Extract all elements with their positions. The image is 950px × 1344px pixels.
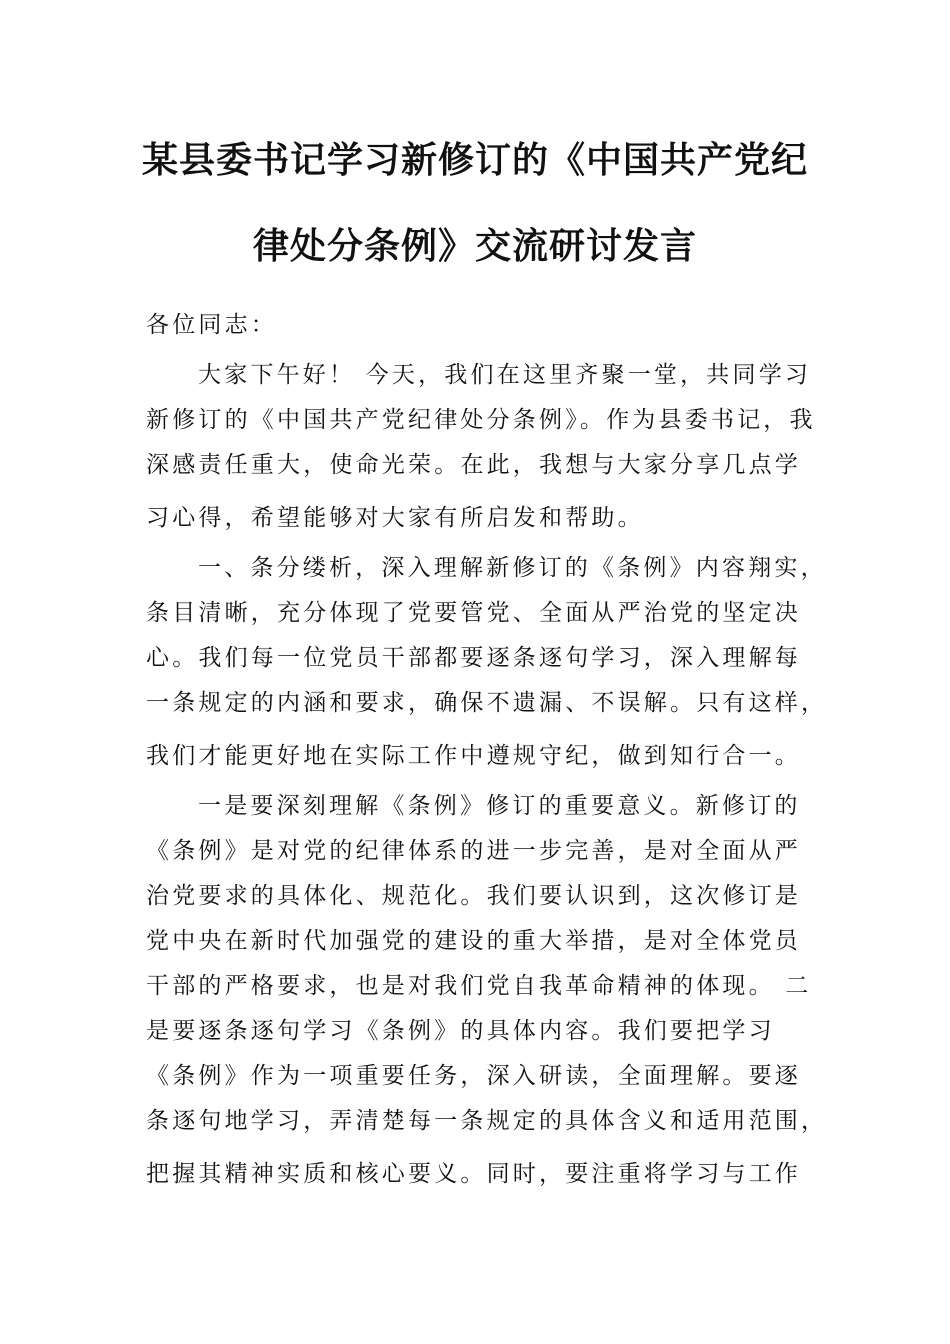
body-line: 干部的严格要求，也是对我们党自我革命精神的体现。 二 (146, 973, 812, 999)
body-line: 一是要深刻理解《条例》修订的重要意义。新修订的 (198, 793, 801, 819)
salutation: 各位同志： (146, 312, 277, 338)
body-line: 治党要求的具体化、规范化。我们要认识到，这次修订是 (146, 883, 801, 909)
body-line: 一、条分缕析，深入理解新修订的《条例》内容翔实， (198, 555, 827, 581)
body-line: 深感责任重大，使命光荣。在此，我想与大家分享几点学 (146, 452, 801, 478)
body-line: 《条例》是对党的纪律体系的进一步完善，是对全面从严 (146, 838, 801, 864)
body-line: 习心得，希望能够对大家有所启发和帮助。 (146, 505, 644, 531)
document-title-line-1: 某县委书记学习新修订的《中国共产党纪 (141, 140, 808, 181)
body-line: 是要逐条逐句学习《条例》的具体内容。我们要把学习 (146, 1018, 775, 1044)
body-line: 《条例》作为一项重要任务，深入研读，全面理解。要逐 (146, 1063, 801, 1089)
body-line: 条目清晰，充分体现了党要管党、全面从严治党的坚定决 (146, 600, 801, 626)
body-line: 条逐句地学习，弄清楚每一条规定的具体含义和适用范围， (146, 1108, 828, 1134)
body-line: 党中央在新时代加强党的建设的重大举措，是对全体党员 (146, 928, 801, 954)
body-line: 我们才能更好地在实际工作中遵规守纪，做到知行合一。 (146, 743, 801, 769)
body-line: 一条规定的内涵和要求，确保不遗漏、不误解。只有这样， (146, 690, 828, 716)
document-title-line-2: 律处分条例》交流研讨发言 (252, 226, 697, 267)
body-line: 大家下午好！ 今天，我们在这里齐聚一堂，共同学习 (198, 362, 812, 388)
body-line: 把握其精神实质和核心要义。同时，要注重将学习与工作 (146, 1161, 801, 1187)
body-line: 心。我们每一位党员干部都要逐条逐句学习，深入理解每 (146, 645, 801, 671)
body-line: 新修订的《中国共产党纪律处分条例》。作为县委书记，我 (146, 407, 816, 433)
